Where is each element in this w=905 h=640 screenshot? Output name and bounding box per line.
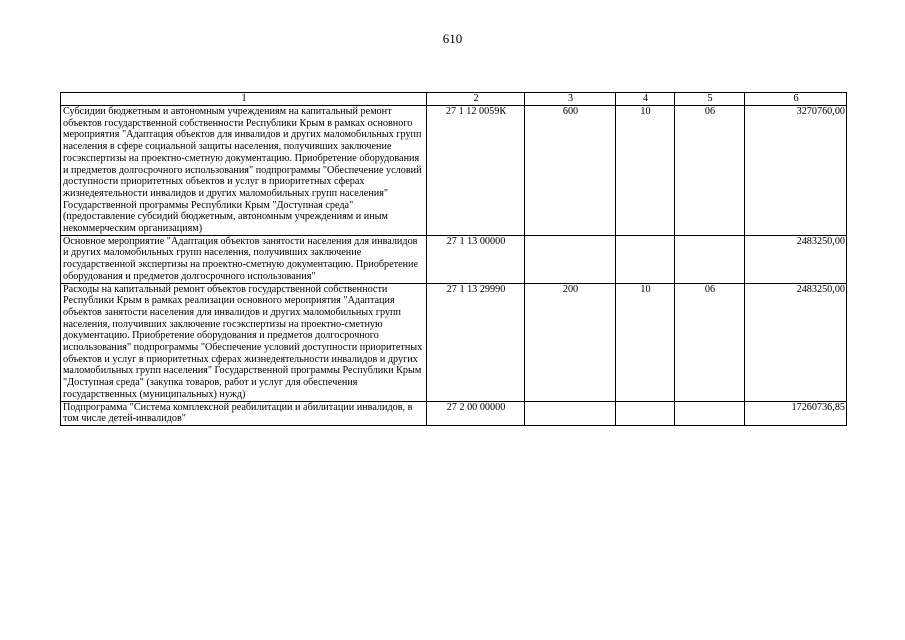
row-col5: 06 [675, 106, 745, 236]
row-col5 [675, 235, 745, 283]
row-name: Расходы на капитальный ремонт объектов государственной собственности Республики Крым в рамках реализации основного мероприятия "Адаптация объектов занятости населения для инвалидов и других маломобильных групп населения, получивших заключение госэкспертизы на проектно-сметную документацию. Приобретение оборудования и предметов долгосрочного использования" подпрограммы "Обеспечение условий доступности приоритетных объектов и услуг в приоритетных сферах жизнедеятельности инвалидов и других маломобильных групп населения" Государственной программы Республики Крым "Доступная среда" (закупка товаров, работ и услуг для обеспечения государственных (муниципальных) нужд) [61, 283, 427, 401]
table-header-row [61, 93, 847, 106]
row-amount: 3270760,00 [745, 106, 847, 236]
row-name: Субсидии бюджетным и автономным учреждениям на капитальный ремонт объектов государственной собственности Республики Крым в рамках основного мероприятия "Адаптация объектов для инвалидов и других маломобильных групп населения в сфере социальной защиты населения, получивших заключение госэкспертизы на проектно-сметную документацию. Приобретение оборудования и предметов долгосрочного использования" подпрограммы "Обеспечение условий доступности приоритетных объектов и услуг в приоритетных сферах жизнедеятельности инвалидов и других маломобильных групп населения" Государственной программы Республики Крым "Доступная среда" (предоставление субсидий бюджетным, автономным учреждениям и иным некоммерческим организациям) [61, 106, 427, 236]
header-col-4: 4 [616, 93, 675, 106]
header-col-1: 1 [61, 93, 427, 106]
row-name: Подпрограмма "Система комплексной реабилитации и абилитации инвалидов, в том числе детей-инвалидов" [61, 401, 427, 425]
row-col3: 600 [525, 106, 616, 236]
row-col3 [525, 401, 616, 425]
row-amount: 2483250,00 [745, 283, 847, 401]
row-amount: 17260736,85 [745, 401, 847, 425]
row-col5: 06 [675, 283, 745, 401]
row-col5 [675, 401, 745, 425]
table-row [61, 401, 847, 425]
row-name: Основное мероприятие "Адаптация объектов занятости населения для инвалидов и других маломобильных групп населения, получивших заключение государственной экспертизы на проектно-сметную документацию. Приобретение оборудования и предметов долгосрочного использования" [61, 235, 427, 283]
header-col-6: 6 [745, 93, 847, 106]
page-number: 610 [442, 31, 463, 46]
row-code: 27 1 12 0059К [427, 106, 525, 236]
header-col-5: 5 [675, 93, 745, 106]
row-col4: 10 [616, 106, 675, 236]
budget-table [60, 92, 847, 426]
table-row [61, 106, 847, 236]
row-col3: 200 [525, 283, 616, 401]
row-amount: 2483250,00 [745, 235, 847, 283]
row-code: 27 1 13 00000 [427, 235, 525, 283]
row-col3 [525, 235, 616, 283]
row-code: 27 2 00 00000 [427, 401, 525, 425]
header-col-2: 2 [427, 93, 525, 106]
row-col4 [616, 235, 675, 283]
row-code: 27 1 13 29990 [427, 283, 525, 401]
table-row [61, 235, 847, 283]
table-row [61, 283, 847, 401]
row-col4 [616, 401, 675, 425]
row-col4: 10 [616, 283, 675, 401]
header-col-3: 3 [525, 93, 616, 106]
